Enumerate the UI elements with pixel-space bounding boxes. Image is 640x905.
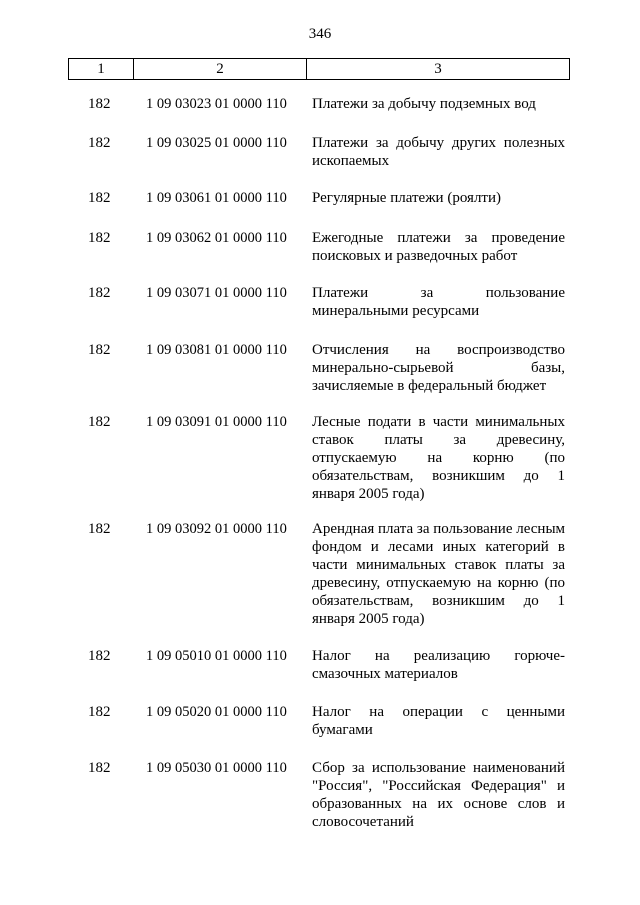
budget-code: 1 09 03092 01 0000 110 [146,521,287,537]
income-description: Сбор за использование наименований "Россия", "Российская Федерация" и образованных на их основе слов и словосочетаний [312,760,565,830]
budget-code: 1 09 03061 01 0000 110 [146,190,287,206]
admin-code: 182 [88,414,111,430]
admin-code: 182 [88,704,111,720]
budget-code: 1 09 03062 01 0000 110 [146,230,287,246]
column-header-table [68,58,570,80]
budget-code: 1 09 03023 01 0000 110 [146,96,287,112]
income-description: Арендная плата за пользование лесным фондом и лесами иных категорий в части минимальных ставок платы за древесину, отпускаемую на корню (по обязательствам, возникшим до 1 января 2005 года) [312,521,566,627]
admin-code: 182 [88,521,111,537]
admin-code: 182 [88,96,111,112]
income-description: Платежи за добычу подземных вод [312,96,536,112]
income-description: Регулярные платежи (роялти) [312,190,502,206]
income-description: Налог на операции с ценными бумагами [312,704,565,738]
budget-code: 1 09 03071 01 0000 110 [146,285,287,301]
admin-code: 182 [88,342,111,358]
budget-code: 1 09 05020 01 0000 110 [146,704,287,720]
column-header-row [69,59,570,80]
income-description: Платежи за добычу других полезных ископаемых [312,135,565,169]
income-description: Отчисления на воспроизводство минерально-сырьевой базы, зачисляемые в федеральный бюджет [312,342,565,394]
admin-code: 182 [88,190,111,206]
budget-code: 1 09 03025 01 0000 110 [146,135,287,151]
page-number: 346 [308,26,332,42]
admin-code: 182 [88,230,111,246]
budget-code: 1 09 05010 01 0000 110 [146,648,287,664]
income-description: Лесные подати в части минимальных ставок платы за древесину, отпускаемую на корню (по обязательствам, возникшим до 1 января 2005 года) [312,414,565,502]
admin-code: 182 [88,285,111,301]
budget-code: 1 09 05030 01 0000 110 [146,760,287,776]
income-description: Ежегодные платежи за проведение поисковых и разведочных работ [312,230,565,264]
column-header-3: 3 [307,59,570,80]
admin-code: 182 [88,135,111,151]
admin-code: 182 [88,760,111,776]
budget-code: 1 09 03091 01 0000 110 [146,414,287,430]
income-description: Платежи за пользование минеральными ресурсами [312,285,565,319]
income-description: Налог на реализацию горюче-смазочных материалов [312,648,565,682]
admin-code: 182 [88,648,111,664]
budget-code: 1 09 03081 01 0000 110 [146,342,287,358]
column-header-2: 2 [134,59,307,80]
column-header-1: 1 [69,59,134,80]
